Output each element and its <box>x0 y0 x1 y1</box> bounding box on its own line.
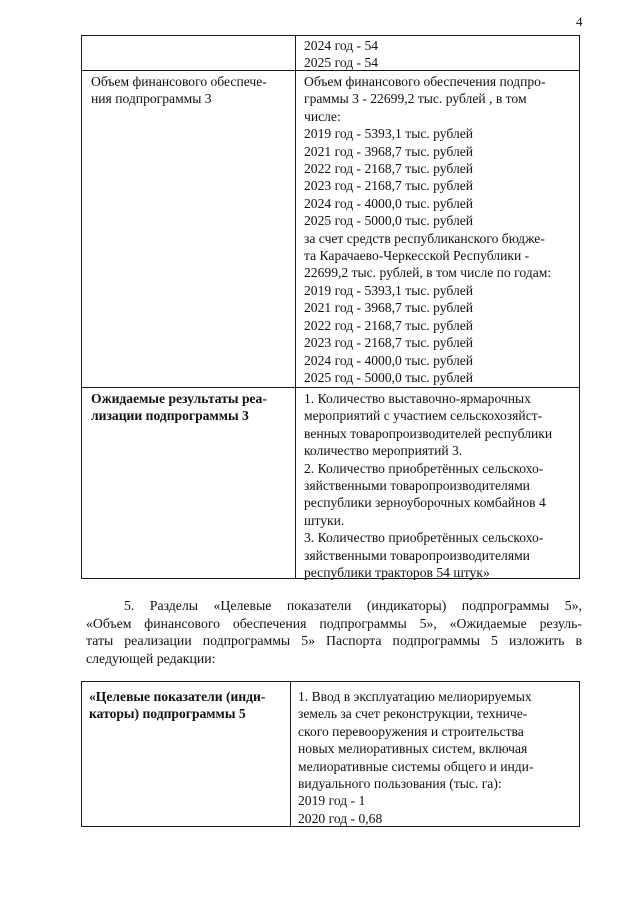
cell-text-line: новых мелиоративных систем, включая <box>298 741 528 757</box>
cell-text-line: 2021 год - 3968,7 тыс. рублей <box>304 300 474 316</box>
subprogram-5-passport-table <box>81 681 580 827</box>
cell-text-line: 2022 год - 2168,7 тыс. рублей <box>304 317 474 333</box>
finance-label-cell <box>91 73 291 108</box>
targets-label-cell <box>89 688 287 723</box>
cell-text-line: 2022 год - 2168,7 тыс. рублей <box>304 161 474 177</box>
paragraph-line: 5. Разделы «Целевые показатели (индикаторы) подпрограммы 5», <box>124 598 582 613</box>
cell-text-line: 2025 год - 54 <box>304 55 379 71</box>
amendment-paragraph <box>86 597 582 667</box>
cell-text-line: 2024 год - 54 <box>304 38 379 53</box>
cell-text-line: 2019 год - 5393,1 тыс. рублей <box>304 282 474 298</box>
cell-text-line: количество мероприятий 3. <box>304 443 463 459</box>
cell-text-line: 2025 год - 5000,0 тыс. рублей <box>304 369 474 385</box>
cell-text-line: 2024 год - 4000,0 тыс. рублей <box>304 352 474 368</box>
cell-text-line: 2025 год - 5000,0 тыс. рублей <box>304 213 474 229</box>
cell-text-line: 1. Количество выставочно-ярмарочных <box>304 391 531 406</box>
paragraph-line: таты реализации подпрограммы 5» Паспорта подпрограммы 5 изложить в <box>86 633 582 648</box>
cell-text-line: ского перевооружения и строительства <box>298 723 524 739</box>
row-top-value-cell <box>304 37 580 72</box>
cell-text-line: 2023 год - 2168,7 тыс. рублей <box>304 335 474 351</box>
cell-text-line: лизации подпрограммы 3 <box>91 408 249 424</box>
cell-text-line: 1. Ввод в эксплуатацию мелиорируемых <box>298 689 532 704</box>
cell-text-line: видуального пользования (тыс. га): <box>298 776 502 792</box>
page-number: 4 <box>576 14 583 29</box>
row-divider <box>82 387 579 388</box>
targets-value-cell <box>298 688 578 827</box>
cell-text-line: штуки. <box>304 512 345 528</box>
column-divider <box>295 36 296 578</box>
cell-text-line: республики зерноуборочных комбайнов 4 <box>304 495 546 511</box>
cell-text-line: числе: <box>304 108 341 124</box>
subprogram-3-passport-table <box>81 35 580 579</box>
results-value-cell <box>304 390 580 581</box>
cell-text-line: та Карачаево-Черкесской Республики - <box>304 248 530 264</box>
cell-text-line: мероприятий с участием сельскохозяйст- <box>304 408 543 424</box>
cell-text-line: 2023 год - 2168,7 тыс. рублей <box>304 178 474 194</box>
cell-text-line: зяйственными товаропроизводителями <box>304 478 530 494</box>
cell-text-line: 2020 год - 0,68 <box>298 810 383 826</box>
cell-text-line: «Целевые показатели (инди- <box>89 689 266 704</box>
cell-text-line: земель за счет реконструкции, техниче- <box>298 706 528 722</box>
cell-text-line: Ожидаемые результаты реа- <box>91 391 267 406</box>
cell-text-line: 22699,2 тыс. рублей, в том числе по годам: <box>304 265 552 281</box>
cell-text-line: 2. Количество приобретённых сельскохо- <box>304 460 544 476</box>
cell-text-line: 3. Количество приобретённых сельскохо- <box>304 530 544 546</box>
cell-text-line: республики тракторов 54 штук» <box>304 565 490 581</box>
paragraph-line: «Объем финансового обеспечения подпрограммы 5», «Ожидаемые резуль- <box>86 615 582 631</box>
cell-text-line: каторы) подпрограммы 5 <box>89 706 246 722</box>
column-divider <box>290 682 291 826</box>
cell-text-line: за счет средств республиканского бюдже- <box>304 230 545 246</box>
cell-text-line: 2019 год - 5393,1 тыс. рублей <box>304 126 474 142</box>
cell-text-line: граммы 3 - 22699,2 тыс. рублей , в том <box>304 91 527 107</box>
cell-text-line: 2021 год - 3968,7 тыс. рублей <box>304 143 474 159</box>
paragraph-line: следующей редакции: <box>86 650 216 666</box>
results-label-cell <box>91 390 291 425</box>
cell-text-line: венных товаропроизводителей республики <box>304 425 553 441</box>
finance-value-cell <box>304 73 580 386</box>
cell-text-line: мелиоративные системы общего и инди- <box>298 758 534 774</box>
cell-text-line: зяйственными товаропроизводителями <box>304 547 530 563</box>
cell-text-line: 2024 год - 4000,0 тыс. рублей <box>304 195 474 211</box>
cell-text-line: 2019 год - 1 <box>298 793 366 809</box>
cell-text-line: Объем финансового обеспечения подпро- <box>304 74 546 89</box>
cell-text-line: ния подпрограммы 3 <box>91 91 212 107</box>
cell-text-line: Объем финансового обеспече- <box>91 74 267 89</box>
